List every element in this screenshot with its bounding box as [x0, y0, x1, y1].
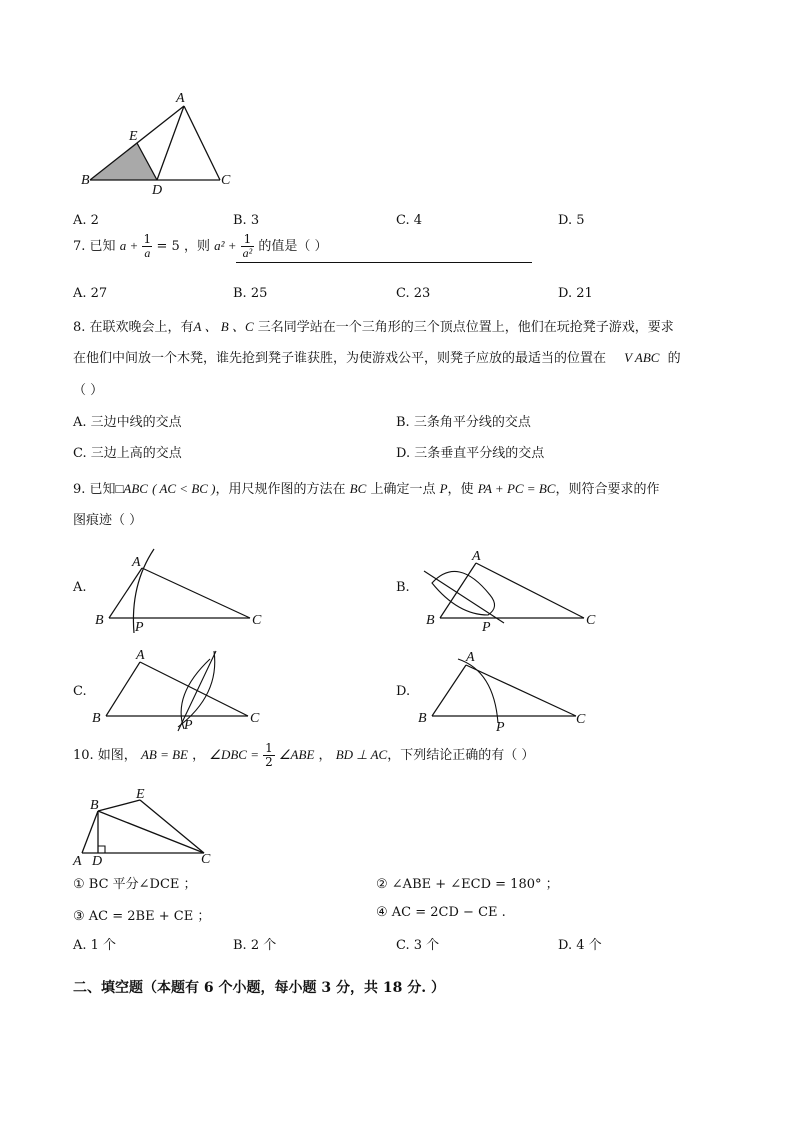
q10-option-d[interactable]: D. 4 个 [558, 938, 602, 953]
q10-cond2-fraction [263, 742, 275, 769]
q9-line2: 图痕迹（ ） [73, 513, 143, 528]
q6-label-b: B [81, 173, 90, 188]
q7-stem [73, 233, 328, 269]
q9d-label-c: C [576, 712, 586, 727]
q7-eq1-left: a + [119, 238, 139, 253]
q9-option-c-letter[interactable]: C. [73, 684, 87, 699]
q7-option-a[interactable]: A. 27 [73, 286, 108, 301]
q10-option-a[interactable]: A. 1 个 [73, 938, 117, 953]
q9-option-b-letter[interactable]: B. [396, 580, 410, 595]
q7-eq1-fraction [142, 233, 152, 260]
q9-option-a-letter[interactable]: A. [73, 580, 87, 595]
q6-label-d: D [152, 183, 163, 198]
q9-line1-b: ，用尺规作图的方法在 [215, 482, 346, 497]
q9d-label-p: P [496, 720, 505, 735]
q8-line2 [73, 347, 681, 366]
q7-eq2-fraction [241, 233, 255, 260]
q10-label-d: D [92, 854, 103, 868]
q10-statement-2: ② ∠ABE + ∠ECD = 180° ； [376, 877, 559, 892]
q8-line1-a: 8. 在联欢晚会上，有 [73, 320, 194, 335]
q6-label-a: A [176, 91, 185, 106]
q9c-label-c: C [250, 711, 260, 726]
q9d-label-a: A [466, 650, 475, 665]
q9a-label-p: P [135, 620, 144, 635]
q10-statement-3: ③ AC = 2BE + CE ； [73, 909, 211, 924]
q9-option-b-figure[interactable] [418, 545, 608, 637]
q8-line3: （ ） [73, 383, 104, 398]
q8-line2-text: 在他们中间放一个木凳，谁先抢到凳子谁获胜，为使游戏公平，则凳子应放的最适当的位置在 [73, 351, 607, 366]
q10-cond2-left: ∠DBC = [209, 747, 259, 762]
q6-option-d[interactable]: D. 5 [558, 213, 585, 228]
q10-option-c[interactable]: C. 3 个 [396, 938, 440, 953]
q8-option-c[interactable]: C. 三边上高的交点 [73, 446, 182, 461]
q8-line2-end: 的 [667, 351, 681, 366]
q9b-label-p: P [482, 620, 491, 635]
q9-line1-cond: ( AC < BC ) [152, 481, 216, 496]
q10-label-a: A [73, 854, 82, 868]
section-2-heading: 二、填空题（本题有 6 个小题，每小题 3 分，共 18 分. ） [73, 980, 445, 996]
q10-cond2-right: ∠ABE [278, 747, 315, 762]
q10-option-b[interactable]: B. 2 个 [233, 938, 277, 953]
q9b-label-b: B [426, 613, 435, 628]
q7-eq1-num: 1 [143, 232, 152, 246]
q7-eq1-right: = 5 [156, 239, 180, 254]
q7-option-c[interactable]: C. 23 [396, 286, 431, 301]
q7-eq2-num: 1 [243, 232, 252, 246]
q7-mid: ，则 [183, 239, 210, 254]
q9-line1 [73, 478, 659, 497]
q10-label-e: E [136, 787, 145, 802]
q6-label-e: E [129, 129, 138, 144]
q7-eq2-left: a² + [214, 238, 237, 253]
q8-line1-vars: A 、 B 、C [193, 319, 254, 334]
q8-option-b[interactable]: B. 三条角平分线的交点 [396, 415, 531, 430]
q9-line1-eq: PA + PC = BC [477, 481, 556, 496]
q10-cond1: AB = BE [140, 747, 188, 762]
q9b-label-c: C [586, 613, 596, 628]
q10-statement-1: ① BC 平分∠DCE ； [73, 877, 197, 892]
q9a-label-c: C [252, 613, 262, 628]
q8-line2-tri: V ABC [624, 350, 660, 365]
q9-line1-d: ，使 [447, 482, 474, 497]
q9c-label-p: P [184, 718, 193, 733]
q10-cond2-num: 1 [265, 741, 273, 755]
q9a-label-b: B [95, 613, 104, 628]
q9b-label-a: A [472, 549, 481, 564]
q7-suffix: 的值是（ ） [258, 239, 328, 254]
q9-line1-p: P [439, 481, 448, 496]
q10-label-c: C [201, 852, 211, 867]
q6-label-c: C [221, 173, 231, 188]
q8-option-a[interactable]: A. 三边中线的交点 [73, 415, 182, 430]
q8-line1 [73, 316, 674, 335]
q9-option-a-figure[interactable] [92, 545, 272, 637]
q10-stem: 10. 如图， AB = BE ， ∠DBC = $\frac{1}{2}$ ∠ABE ， BD ⊥ AC，下列结论正确的有（ ） [73, 741, 535, 769]
q7-eq1-den: a [144, 246, 151, 260]
q9d-label-b: B [418, 711, 427, 726]
q10-prefix: 10. 如图， [73, 748, 137, 763]
q6-option-c[interactable]: C. 4 [396, 213, 423, 228]
q8-line1-b: 三名同学站在一个三角形的三个顶点位置上，他们在玩抢凳子游戏，要求 [257, 320, 674, 335]
q10-figure [70, 783, 220, 868]
q7-eq2-den: a² [242, 246, 253, 260]
q6-figure [80, 90, 240, 200]
q10-label-b: B [90, 798, 99, 813]
q9-line1-tri: □ABC [115, 481, 148, 496]
q9c-label-a: A [136, 648, 145, 663]
q6-option-a[interactable]: A. 2 [73, 213, 99, 228]
q7-prefix: 7. 已知 [73, 239, 116, 254]
q10-statement-4: ④ AC = 2CD − CE . [376, 905, 506, 920]
q9a-label-a: A [132, 555, 141, 570]
q7-option-b[interactable]: B. 25 [233, 286, 268, 301]
q9-line1-e: ，则符合要求的作 [555, 482, 660, 497]
q10-suffix: ，下列结论正确的有（ ） [387, 748, 535, 763]
q7-option-d[interactable]: D. 21 [558, 286, 593, 301]
q9c-label-b: B [92, 711, 101, 726]
q9-option-c-figure[interactable] [92, 645, 272, 737]
q8-option-d[interactable]: D. 三条垂直平分线的交点 [396, 446, 545, 461]
q9-line1-c: 上确定一点 [370, 482, 436, 497]
q9-option-d-figure[interactable] [418, 645, 608, 737]
q10-cond3: BD ⊥ AC [335, 747, 388, 762]
q10-cond2-den: 2 [265, 755, 273, 769]
q9-option-d-letter[interactable]: D. [396, 684, 411, 699]
q9-line1-a: 9. 已知 [73, 482, 116, 497]
q7-underline [236, 262, 532, 263]
q6-option-b[interactable]: B. 3 [233, 213, 260, 228]
q9-line1-bc: BC [349, 481, 367, 496]
